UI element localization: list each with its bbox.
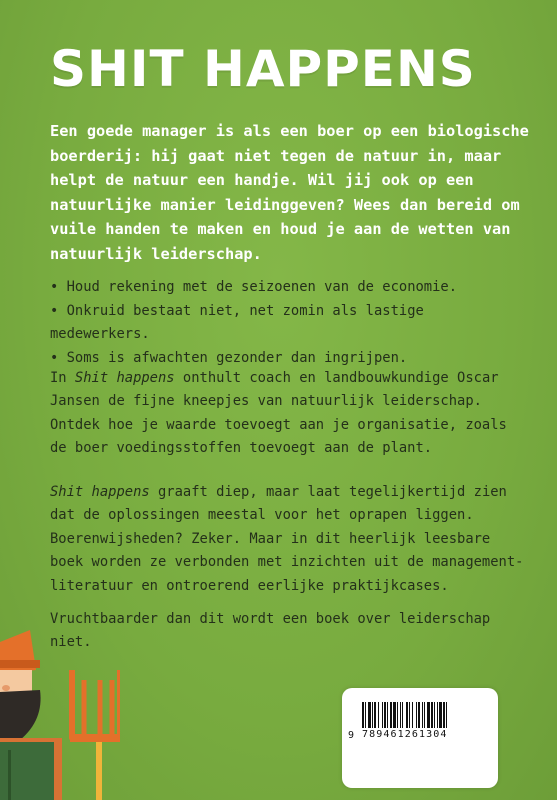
bullet-item: • Soms is afwachten gezonder dan ingrijpen. <box>50 347 530 371</box>
book-title: SHIT HAPPENS <box>50 40 476 98</box>
barcode-bar <box>362 702 364 728</box>
barcode-bar <box>406 702 408 728</box>
barcode-bar <box>372 702 373 728</box>
barcode-bar <box>437 702 438 728</box>
bullet-item: • Onkruid bestaat niet, net zomin als lastige medewerkers. <box>50 300 530 347</box>
barcode-bar <box>409 702 410 728</box>
description-paragraph-2 <box>50 481 530 598</box>
bullet-list <box>50 276 530 370</box>
barcode <box>362 702 490 728</box>
closing-line: Vruchtbaarder dan dit wordt een boek over leiderschap niet. <box>50 611 491 651</box>
barcode-bar <box>431 702 433 728</box>
barcode-bar <box>418 702 420 728</box>
barcode-bar <box>393 702 396 728</box>
barcode-bar <box>384 702 386 728</box>
barcode-bar <box>424 702 425 728</box>
barcode-bar <box>400 702 401 728</box>
paragraph-text: onthult coach en landbouwkundige Oscar Jansen de fijne kneepjes van natuurlijk leiderschap. Ontdek hoe je waarde toevoegt aan je organisatie, zoals de boer voedingsstoffen toevoegt aan de plant. <box>50 370 507 457</box>
barcode-label <box>342 688 498 788</box>
barcode-bar <box>402 702 403 728</box>
isbn-number: 789461261304 <box>362 729 448 740</box>
paragraph-lead: In <box>50 370 75 386</box>
barcode-bar <box>439 702 442 728</box>
description-paragraph-1 <box>50 367 530 461</box>
barcode-bar <box>446 702 447 728</box>
barcode-bar <box>443 702 445 728</box>
isbn-prefix: 9 <box>348 730 355 741</box>
barcode-bar <box>412 702 413 728</box>
book-title-inline: Shit happens <box>50 484 150 500</box>
barcode-bar <box>368 702 371 728</box>
farmer-illustration <box>0 630 120 800</box>
barcode-bar <box>416 702 417 728</box>
barcode-bar <box>397 702 398 728</box>
barcode-bar <box>427 702 430 728</box>
barcode-bar <box>434 702 435 728</box>
barcode-bar <box>365 702 366 728</box>
beard-icon <box>0 690 41 742</box>
pitchfork-icon <box>70 670 120 800</box>
barcode-bar <box>387 702 388 728</box>
barcode-bar <box>382 702 383 728</box>
book-title-inline: Shit happens <box>74 370 175 386</box>
barcode-bar <box>422 702 423 728</box>
barcode-bar <box>374 702 376 728</box>
intro-paragraph: Een goede manager is als een boer op een biologische boerderij: hij gaat niet tegen de natuur in, maar helpt de natuur een handje. Wil jij ook op een natuurlijke manier leidinggeven? Wees dan bereid om vuile handen te maken en houd je aan de wetten van natuurlijk leiderschap. <box>50 122 529 263</box>
bullet-item: • Houd rekening met de seizoenen van de economie. <box>50 276 530 300</box>
barcode-bar <box>378 702 379 728</box>
paragraph-text: graaft diep, maar laat tegelijkertijd zien dat de oplossingen meestal voor het oprapen liggen. Boerenwijsheden? Zeker. Maar in dit heerlijk leesbare boek worden ze verbonden met inzichten uit de management-literatuur en ontroerend eerlijke praktijkcases. <box>50 484 524 594</box>
barcode-bar <box>390 702 392 728</box>
